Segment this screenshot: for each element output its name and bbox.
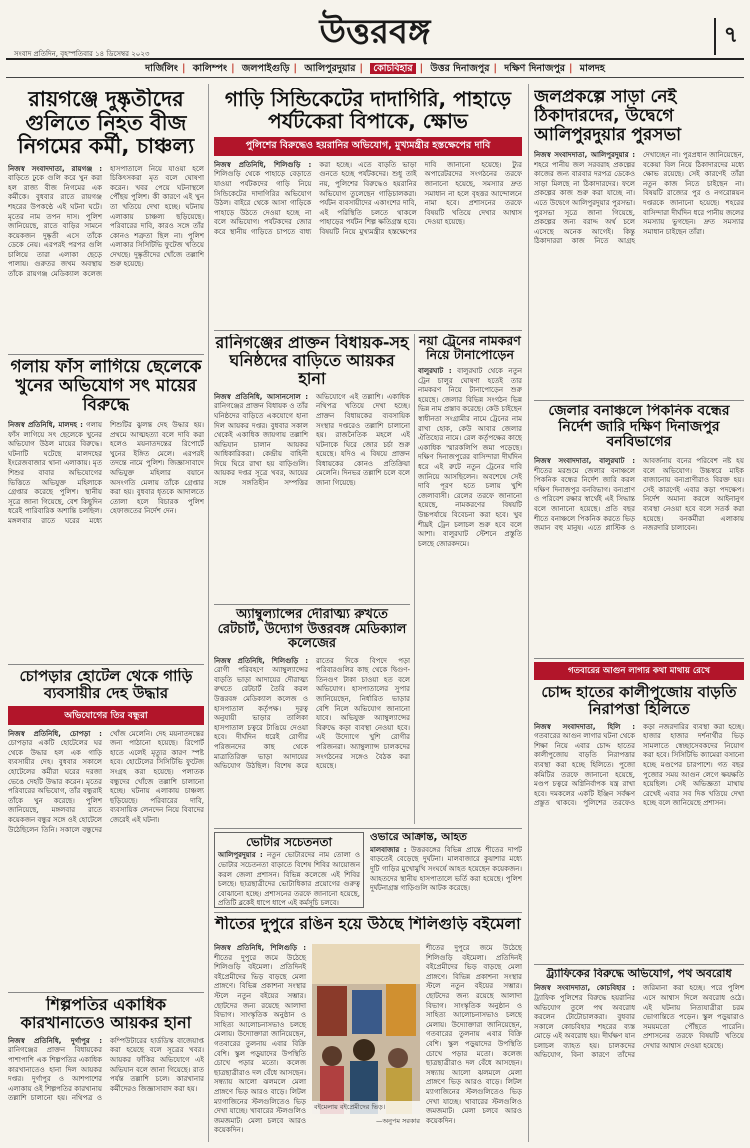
article-body: নিজস্ব প্রতিনিধি, শিলিগুড়ি : শিলিগুড়ি থেকে পাহাড়ে বেড়াতে যাওয়া পর্যটকদের গাড়ি নিয়ে সিন্ডিকেটের দাদাগিরির অভিযোগ উঠল। বাইরে থেকে আসা গাড়িকে পাহাড়ে উঠতে দেওয়া হচ্ছে না বলে অভিযোগ। পর্যটকদের জোর করে স্থানীয় গাড়িতে চাপতে বাধ্য করা হচ্ছে। এতে বাড়তি ভাড়া গুনতে হচ্ছে পর্যটকদের। শুধু তাই নয়, পুলিশের বিরুদ্ধেও হয়রানির অভিযোগ তুলেছেন গাড়িচালকরা। পর্যটন ব্যবসায়ীদের একাংশের দাবি, এই পরিস্থিতি চলতে থাকলে পাহাড়ের পর্যটন শিল্প ক্ষতিগ্রস্ত হবে। বিষয়টি নিয়ে মুখ্যমন্ত্রীর হস্তক্ষেপের দাবি জানানো হয়েছে। ট্যুর অপারেটরদের সংগঠনের তরফে জানানো হয়েছে, সমস্যার দ্রুত সমাধান না হলে বৃহত্তর আন্দোলনে নামা হবে। প্রশাসনের তরফে বিষয়টি খতিয়ে দেখার আশ্বাস দেওয়া হয়েছে। — [214, 160, 522, 236]
article-traffic[interactable] — [534, 968, 744, 1144]
district-item: মালদহ — [579, 63, 605, 74]
article-boimela[interactable] — [214, 916, 522, 1144]
district-item: দার্জিলিং — [145, 63, 178, 74]
district-item: উত্তর দিনাজপুর — [430, 63, 490, 74]
headline: ট্র্যাফিকের বিরুদ্ধে অভিযোগ, পথ অবরোধ — [546, 968, 732, 980]
headline: ভোটার সচেতনতা — [246, 835, 332, 849]
article-golay[interactable] — [8, 358, 204, 660]
masthead — [6, 4, 744, 60]
article-body: আলিপুরদুয়ার : নতুন ভোটারদের নাম তোলা ও ভোটার সচেতনতা বাড়াতে বিশেষ শিবির আয়োজন করল জেলা প্রশাসন। বিভিন্ন কলেজে এই শিবির চলছে। ছাত্রছাত্রীদের ভোটাধিকার প্রয়োগের গুরুত্ব বোঝানো হচ্ছে। প্রশাসনের তরফে জানানো হয়েছে, প্রতিটি ব্লকেই ধাপে ধাপে এই কর্মসূচি চলবে। — [218, 851, 361, 908]
article-voter[interactable] — [214, 832, 364, 908]
subhead: পুলিশের বিরুদ্ধেও হয়রানির অভিযোগ, মুখ্যমন্ত্রীর হস্তক্ষেপের দাবি — [214, 137, 522, 156]
crowd-photo-icon — [312, 944, 420, 1114]
article-body: নিজস্ব প্রতিনিধি, মালদহ : গলায় ফাঁস লাগিয়ে সৎ ছেলেকে খুনের অভিযোগ উঠল মায়ের বিরুদ্ধে। ঘটনাটি ঘটেছে মালদহের ইংরেজবাজার থানা এলাকায়। মৃত শিশুর বাবার অভিযোগের ভিত্তিতে অভিযুক্ত মহিলাকে গ্রেপ্তার করেছে পুলিশ। স্থানীয় সূত্রে জানা গিয়েছে, বেশ কিছুদিন ধরেই পারিবারিক অশান্তি চলছিল। মঙ্গলবার রাতে ঘরের মধ্যে শিশুটির ঝুলন্ত দেহ উদ্ধার হয়। প্রথমে আত্মহত্যা বলে দাবি করা হলেও ময়নাতদন্তের রিপোর্টে খুনের ইঙ্গিত মেলে। এরপরই তদন্তে নামে পুলিশ। জিজ্ঞাসাবাদে অভিযুক্ত মহিলার বয়ানে অসংগতি মেলায় তাঁকে গ্রেপ্তার করা হয়। বুধবার ধৃতকে আদালতে তোলা হলে বিচারক পুলিশ হেফাজতের নির্দেশ দেন। — [8, 421, 204, 526]
article-train[interactable] — [418, 334, 522, 824]
section-title: উত্তরবঙ্গ — [319, 12, 431, 52]
headline: রানিগঞ্জের প্রাক্তন বিধায়ক-সহ ঘনিষ্ঠদের বাড়িতে আয়কর হানা — [215, 334, 409, 388]
headline: রায়গঞ্জে দুষ্কৃতীদের গুলিতে নিহত বীজ নিগমের কর্মী, চাঞ্চল্য — [17, 88, 195, 159]
page-number: ৭ — [714, 18, 738, 55]
article-shilpapati[interactable] — [8, 996, 204, 1144]
article-body: নিজস্ব সংবাদদাতা, রায়গঞ্জ : বাড়িতে ঢুকে গুলি করে খুন করা হল রাজ্য বীজ নিগমের এক কর্মীকে। বুধবার রাতে রায়গঞ্জ শহরের উপকণ্ঠে এই ঘটনা ঘটে। মৃতের নাম তপন দাস। পুলিশ জানিয়েছে, রাতে বাড়ির সামনে কয়েকজন দুষ্কৃতী এসে তাঁকে ডেকে নেয়। এরপরই পরপর গুলি চালিয়ে তারা এলাকা ছেড়ে পালায়। গুরুতর জখম অবস্থায় তাঁকে রায়গঞ্জ মেডিক্যাল কলেজ হাসপাতালে নিয়ে যাওয়া হলে চিকিৎসকরা মৃত বলে ঘোষণা করেন। খবর পেয়ে ঘটনাস্থলে পৌঁছয় পুলিশ। কী কারণে এই খুন তা খতিয়ে দেখা হচ্ছে। ঘটনায় এলাকায় চাঞ্চল্য ছড়িয়েছে। পরিবারের দাবি, কারও সঙ্গে তাঁর কোনও শত্রুতা ছিল না। পুলিশ এলাকার সিসিটিভি ফুটেজ খতিয়ে দেখছে। দুষ্কৃতীদের খোঁজে তল্লাশি শুরু হয়েছে। — [8, 164, 204, 279]
photo-caption: বইমেলায় বইপ্রেমীদের ভিড়। — [312, 1101, 420, 1114]
headline: চোদ্দ হাতের কালীপুজোয় বাড়তি নিরাপত্তা হিলিতে — [541, 683, 737, 718]
column-divider — [528, 84, 529, 1142]
kicker: অভিযোগের তির বন্ধুরা — [8, 706, 204, 725]
headline: গলায় ফাঁস লাগিয়ে ছেলেকে খুনের অভিযোগ সৎ মায়ের বিরুদ্ধে — [10, 358, 202, 416]
district-item: জলপাইগুড়ি — [241, 63, 290, 74]
district-item: দক্ষিণ দিনাজপুর — [504, 63, 565, 74]
headline: শিল্পপতির একাধিক কারখানাতেও আয়কর হানা — [20, 996, 192, 1032]
article-body-col1: নিজস্ব প্রতিনিধি, শিলিগুড়ি : শীতের দুপুরে জমে উঠেছে শিলিগুড়ি বইমেলা। প্রতিদিনই বইপ্রেমীদের ভিড় বাড়ছে মেলা প্রাঙ্গণে। বিভিন্ন প্রকাশনা সংস্থার স্টলে নতুন বইয়ের সম্ভার। ছোটদের জন্য রয়েছে আলাদা বিভাগ। সাংস্কৃতিক অনুষ্ঠান ও সাহিত্য আলোচনাসভাও চলছে মেলায়। উদ্যোক্তারা জানিয়েছেন, গতবারের তুলনায় এবার বিক্রি বেশি। স্কুল পড়ুয়াদের উপস্থিতি চোখে পড়ার মতো। কলেজ ছাত্রছাত্রীরাও দল বেঁধে আসছেন। সন্ধ্যায় আলো ঝলমলে মেলা প্রাঙ্গণে ভিড় আরও বাড়ে। লিটল ম্যাগাজিনের স্টলগুলিতেও ভিড় দেখা যাচ্ছে। খাবারের স্টলগুলিও জমজমাট। মেলা চলবে আরও কয়েকদিন। — [214, 944, 306, 1135]
article-body: বালুরঘাট : বালুরঘাট থেকে নতুন ট্রেন চালুর ঘোষণা হতেই তার নামকরণ নিয়ে টানাপোড়েন শুরু হয়েছে। জেলার বিভিন্ন সংগঠন ভিন্ন ভিন্ন নাম প্রস্তাব করেছে। কেউ চাইছেন স্বাধীনতা সংগ্রামীর নামে ট্রেনের নাম রাখা হোক, কেউ আবার জেলার ঐতিহ্যের নামে। রেল কর্তৃপক্ষের কাছে একাধিক স্মারকলিপি জমা পড়েছে। দক্ষিণ দিনাজপুরের বাসিন্দারা দীর্ঘদিন ধরে এই রুটে নতুন ট্রেনের দাবি জানিয়ে আসছিলেন। অবশেষে সেই দাবি পূরণ হতে চলায় খুশি জেলাবাসী। রেলের তরফে জানানো হয়েছে, নামকরণের বিষয়টি উচ্চপর্যায়ে বিবেচনা করা হবে। খুব শীঘ্রই ট্রেন চলাচল শুরু হবে বলে আশা। বালুরঘাট স্টেশনে প্রস্তুতি চলছে জোরকদমে। — [418, 367, 522, 548]
district-item: কালিম্পং — [192, 63, 228, 74]
headline: চোপড়ার হোটেল থেকে গাড়ি ব্যবসায়ীর দেহ উদ্ধার — [19, 668, 193, 702]
district-strip: দার্জিলিং | কালিম্পং | জলপাইগুড়ি | আলিপুরদুয়ার | কোচবিহার | উত্তর দিনাজপুর | দক্ষিণ দিনাজপুর | মালদহ — [6, 62, 744, 78]
headline: নয়া ট্রেনের নামকরণ নিয়ে টানাপোড়েন — [419, 334, 521, 362]
article-body: নিজস্ব সংবাদদাতা, হিলি : গতবারের আগুন লাগার ঘটনা থেকে শিক্ষা নিয়ে এবার চোদ্দ হাতের কালীপুজোয় বাড়তি নিরাপত্তার ব্যবস্থা করা হচ্ছে হিলিতে। পুজো কমিটির তরফে জানানো হয়েছে, মণ্ডপ চত্বরে অগ্নিনির্বাপক যন্ত্র রাখা হবে। দমকলের একটি ইঞ্জিন সর্বক্ষণ প্রস্তুত থাকবে। পুলিশের তরফেও কড়া নজরদারির ব্যবস্থা করা হচ্ছে। হাজার হাজার দর্শনার্থীর ভিড় সামলাতে স্বেচ্ছাসেবকদের নিয়োগ করা হবে। সিসিটিভি ক্যামেরা বসানো হচ্ছে মণ্ডপের চারপাশে। গত বছর পুজোর সময় আগুন লেগে ক্ষয়ক্ষতি হয়েছিল। সেই অভিজ্ঞতা মাথায় রেখেই এবার সব দিক খতিয়ে দেখা হচ্ছে বলে জানিয়েছে প্রশাসন। — [534, 722, 744, 808]
article-body: নিজস্ব প্রতিনিধি, আসানসোল : রানিগঞ্জের প্রাক্তন বিধায়ক ও তাঁর ঘনিষ্ঠদের বাড়িতে একযোগে হানা দিল আয়কর দপ্তর। বুধবার সকাল থেকেই একাধিক জায়গায় তল্লাশি অভিযান চালান আয়কর আধিকারিকরা। কেন্দ্রীয় বাহিনী দিয়ে ঘিরে রাখা হয় বাড়িগুলি। আয়কর দপ্তর সূত্রে খবর, আয়ের সঙ্গে সঙ্গতিহীন সম্পত্তির অভিযোগে এই তল্লাশি। একাধিক নথিপত্র খতিয়ে দেখা হচ্ছে। প্রাক্তন বিধায়কের ব্যবসায়িক সংস্থার দপ্তরেও তল্লাশি চালানো হয়। রাজনৈতিক মহলে এই ঘটনাকে ঘিরে জোর চর্চা শুরু হয়েছে। যদিও এ বিষয়ে প্রাক্তন বিধায়কের কোনও প্রতিক্রিয়া মেলেনি। দিনভর তল্লাশি চলে বলে জানা গিয়েছে। — [214, 392, 410, 488]
article-kalipuja[interactable] — [534, 662, 744, 960]
article-raiganj[interactable] — [8, 88, 204, 350]
article-body-col3: শীতের দুপুরে জমে উঠেছে শিলিগুড়ি বইমেলা। প্রতিদিনই বইপ্রেমীদের ভিড় বাড়ছে মেলা প্রাঙ্গণে। বিভিন্ন প্রকাশনা সংস্থার স্টলে নতুন বইয়ের সম্ভার। ছোটদের জন্য রয়েছে আলাদা বিভাগ। সাংস্কৃতিক অনুষ্ঠান ও সাহিত্য আলোচনাসভাও চলছে মেলায়। উদ্যোক্তারা জানিয়েছেন, গতবারের তুলনায় এবার বিক্রি বেশি। স্কুল পড়ুয়াদের উপস্থিতি চোখে পড়ার মতো। কলেজ ছাত্রছাত্রীরাও দল বেঁধে আসছেন। সন্ধ্যায় আলো ঝলমলে মেলা প্রাঙ্গণে ভিড় আরও বাড়ে। লিটল ম্যাগাজিনের স্টলগুলিতেও ভিড় দেখা যাচ্ছে। খাবারের স্টলগুলিও জমজমাট। মেলা চলবে আরও কয়েকদিন। — [426, 944, 522, 1125]
article-jelar[interactable] — [534, 404, 744, 654]
article-ranigunj[interactable] — [214, 334, 410, 600]
date-line: সংবাদ প্রতিদিন, বৃহস্পতিবার ১৪ ডিসেম্বর ২০২৩ — [14, 50, 150, 58]
headline: ওভারে আক্রান্ত, আহত — [370, 832, 467, 843]
article-syndicate[interactable] — [214, 88, 522, 326]
article-body: মালবাজার : উত্তরবঙ্গের বিভিন্ন প্রান্তে শীতের দাপট বাড়তেই বেড়েছে দুর্ঘটনা। মালবাজারে কুয়াশার মধ্যে দুটি গাড়ির মুখোমুখি সংঘর্ষে আহত হয়েছেন কয়েকজন। আহতদের স্থানীয় হাসপাতালে ভর্তি করা হয়েছে। পুলিশ দুর্ঘটনাগ্রস্ত গাড়িগুলি আটক করেছে। — [370, 845, 522, 893]
article-chopra[interactable] — [8, 668, 204, 988]
book-fair-photo — [312, 944, 420, 1114]
photo-credit: —অনুপম সরকার — [376, 1117, 420, 1125]
column-divider — [208, 84, 209, 1142]
headline: অ্যাম্বুল্যান্সের দৌরাত্ম্য রুখতে রেটচার্ট, উদ্যোগ উত্তরবঙ্গ মেডিক্যাল কলেজের — [217, 608, 407, 652]
article-ambulance[interactable] — [214, 608, 410, 824]
headline: জলপ্রকল্পে সাড়া নেই ঠিকাদারদের, উদ্বেগে আলিপুরদুয়ার পুরসভা — [534, 88, 682, 146]
article-body: নিজস্ব সংবাদদাতা, আলিপুরদুয়ার : শহরে পানীয় জল সরবরাহ প্রকল্পের কাজের জন্য বারবার দরপত্র ডেকেও সাড়া মিলছে না ঠিকাদারদের। ফলে প্রকল্পের কাজ শুরু করা যাচ্ছে না। এতে উদ্বেগে আলিপুরদুয়ার পুরসভা। পুরসভা সূত্রে জানা গিয়েছে, প্রকল্পের জন্য বরাদ্দ অর্থ চলে এসেছে অনেক আগেই। কিন্তু ঠিকাদাররা কাজ নিতে আগ্রহ দেখাচ্ছেন না। পুরপ্রধান জানিয়েছেন, বকেয়া বিল নিয়ে ঠিকাদারদের মধ্যে ক্ষোভ রয়েছে। সেই কারণেই তাঁরা নতুন কাজ নিতে চাইছেন না। বিষয়টি রাজ্যের পুর ও নগরোন্নয়ন দপ্তরকে জানানো হয়েছে। শহরের বাসিন্দারা দীর্ঘদিন ধরে পানীয় জলের সমস্যায় ভুগছেন। দ্রুত সমস্যার সমাধান চাইছেন তাঁরা। — [534, 151, 744, 246]
article-body: নিজস্ব সংবাদদাতা, বালুরঘাট : শীতের মরশুমে জেলার বনাঞ্চলে পিকনিক বন্ধের নির্দেশ জারি করল দক্ষিণ দিনাজপুর বনবিভাগ। বন্যপ্রাণ ও পরিবেশ রক্ষার স্বার্থেই এই সিদ্ধান্ত বলে জানানো হয়েছে। প্রতি বছর শীতে বনাঞ্চলে পিকনিক করতে ভিড় জমান বহু মানুষ। এতে প্লাস্টিক ও আবর্জনায় বনের পরিবেশ নষ্ট হয় বলে অভিযোগ। উচ্চস্বরে মাইক বাজানোয় বন্যপ্রাণীরাও বিরক্ত হয়। সেই কারণেই এবার কড়া পদক্ষেপ। নির্দেশ অমান্য করলে আইনানুগ ব্যবস্থা নেওয়া হবে বলে সতর্ক করা হয়েছে। বনকর্মীরা এলাকায় নজরদারি চালাবেন। — [534, 457, 744, 533]
kicker: গতবারের আগুন লাগার কথা মাথায় রেখে — [534, 662, 744, 680]
article-body: নিজস্ব প্রতিনিধি, চোপড়া : চোপড়ার একটি হোটেলের ঘর থেকে উদ্ধার হল এক গাড়ি ব্যবসায়ীর দেহ। বুধবার সকালে হোটেলের কর্মীরা ঘরের দরজা ভেঙে দেহটি উদ্ধার করেন। মৃতের পরিবারের অভিযোগ, তাঁর বন্ধুরাই তাঁকে খুন করেছে। পুলিশ জানিয়েছে, মঙ্গলবার রাতে কয়েকজন বন্ধুর সঙ্গে ওই হোটেলে উঠেছিলেন তিনি। সকালে বন্ধুদের খোঁজ মেলেনি। দেহ ময়নাতদন্তের জন্য পাঠানো হয়েছে। রিপোর্ট হাতে এলেই মৃত্যুর কারণ স্পষ্ট হবে। হোটেলের সিসিটিভি ফুটেজ সংগ্রহ করা হয়েছে। পলাতক বন্ধুদের খোঁজে তল্লাশি চালানো হচ্ছে। ঘটনায় এলাকায় চাঞ্চল্য ছড়িয়েছে। পরিবারের দাবি, ব্যবসায়িক লেনদেন নিয়ে বিবাদের জেরেই এই ঘটনা। — [8, 729, 204, 834]
district-item-highlighted: কোচবিহার — [370, 63, 415, 74]
article-body: নিজস্ব প্রতিনিধি, দুর্গাপুর : রানিগঞ্জের প্রাক্তন বিধায়কের পাশাপাশি এক শিল্পপতির একাধিক কারখানাতেও হানা দিল আয়কর দপ্তর। দুর্গাপুর ও আশপাশের এলাকায় ওই শিল্পপতির কারখানায় তল্লাশি চালানো হয়। নথিপত্র ও কম্পিউটারের হার্ডডিস্ক বাজেয়াপ্ত করা হয়েছে বলে সূত্রের খবর। আয়কর ফাঁকির অভিযোগে এই অভিযান বলে জানা গিয়েছে। রাত পর্যন্ত তল্লাশি চলে। কারখানার কর্মীদেরও জিজ্ঞাসাবাদ করা হয়। — [8, 1036, 204, 1103]
headline: শীতের দুপুরে রঙিন হয়ে উঠছে শিলিগুড়ি বইমেলা — [215, 916, 521, 933]
article-body: নিজস্ব প্রতিনিধি, শিলিগুড়ি : রোগী পরিবহণে অ্যাম্বুল্যান্সের বাড়তি ভাড়া আদায়ের দৌরাত্ম্য রুখতে রেটচার্ট তৈরি করল উত্তরবঙ্গ মেডিক্যাল কলেজ ও হাসপাতাল কর্তৃপক্ষ। দূরত্ব অনুযায়ী ভাড়ার তালিকা হাসপাতাল চত্বরে টাঙিয়ে দেওয়া হবে। দীর্ঘদিন ধরেই রোগীর পরিজনদের কাছ থেকে মাত্রাতিরিক্ত ভাড়া আদায়ের অভিযোগ উঠছিল। বিশেষ করে রাতের দিকে বিপদে পড়া পরিবারগুলির কাছ থেকে দ্বিগুণ-তিনগুণ টাকা চাওয়া হত বলে অভিযোগ। হাসপাতালের সুপার জানিয়েছেন, নির্ধারিত ভাড়ার বেশি নিলে অভিযোগ জানানো যাবে। অভিযুক্ত অ্যাম্বুল্যান্সের বিরুদ্ধে কড়া ব্যবস্থা নেওয়া হবে। এই উদ্যোগে খুশি রোগীর পরিজনরা। অ্যাম্বুল্যান্স চালকদের সংগঠনের সঙ্গেও বৈঠক করা হয়েছে। — [214, 656, 410, 771]
district-item: আলিপুরদুয়ার — [304, 63, 356, 74]
article-crash[interactable] — [370, 832, 522, 908]
headline: গাড়ি সিন্ডিকেটের দাদাগিরি, পাহাড়ে পর্যটকেরা বিপাকে, ক্ষোভ — [224, 88, 512, 134]
article-body: নিজস্ব সংবাদদাতা, কোচবিহার : ট্র্যাফিক পুলিশের বিরুদ্ধে হয়রানির অভিযোগ তুলে পথ অবরোধ করলেন টোটোচালকরা। বুধবার সকালে কোচবিহার শহরের ব্যস্ত মোড়ে এই অবরোধ হয়। দীর্ঘক্ষণ যান চলাচল ব্যাহত হয়। চালকদের অভিযোগ, বিনা কারণে তাঁদের জরিমানা করা হচ্ছে। পরে পুলিশ এসে আশ্বাস দিলে অবরোধ ওঠে। এই ঘটনায় নিত্যযাত্রীরা চরম ভোগান্তিতে পড়েন। স্কুল পড়ুয়ারাও সময়মতো পৌঁছতে পারেনি। প্রশাসনের তরফে বিষয়টি খতিয়ে দেখার আশ্বাস দেওয়া হয়েছে। — [534, 984, 744, 1060]
article-jalprakalpa[interactable] — [534, 88, 744, 396]
headline: জেলার বনাঞ্চলে পিকনিক বন্ধের নির্দেশ জারি দক্ষিণ দিনাজপুর বনবিভাগের — [548, 404, 730, 451]
